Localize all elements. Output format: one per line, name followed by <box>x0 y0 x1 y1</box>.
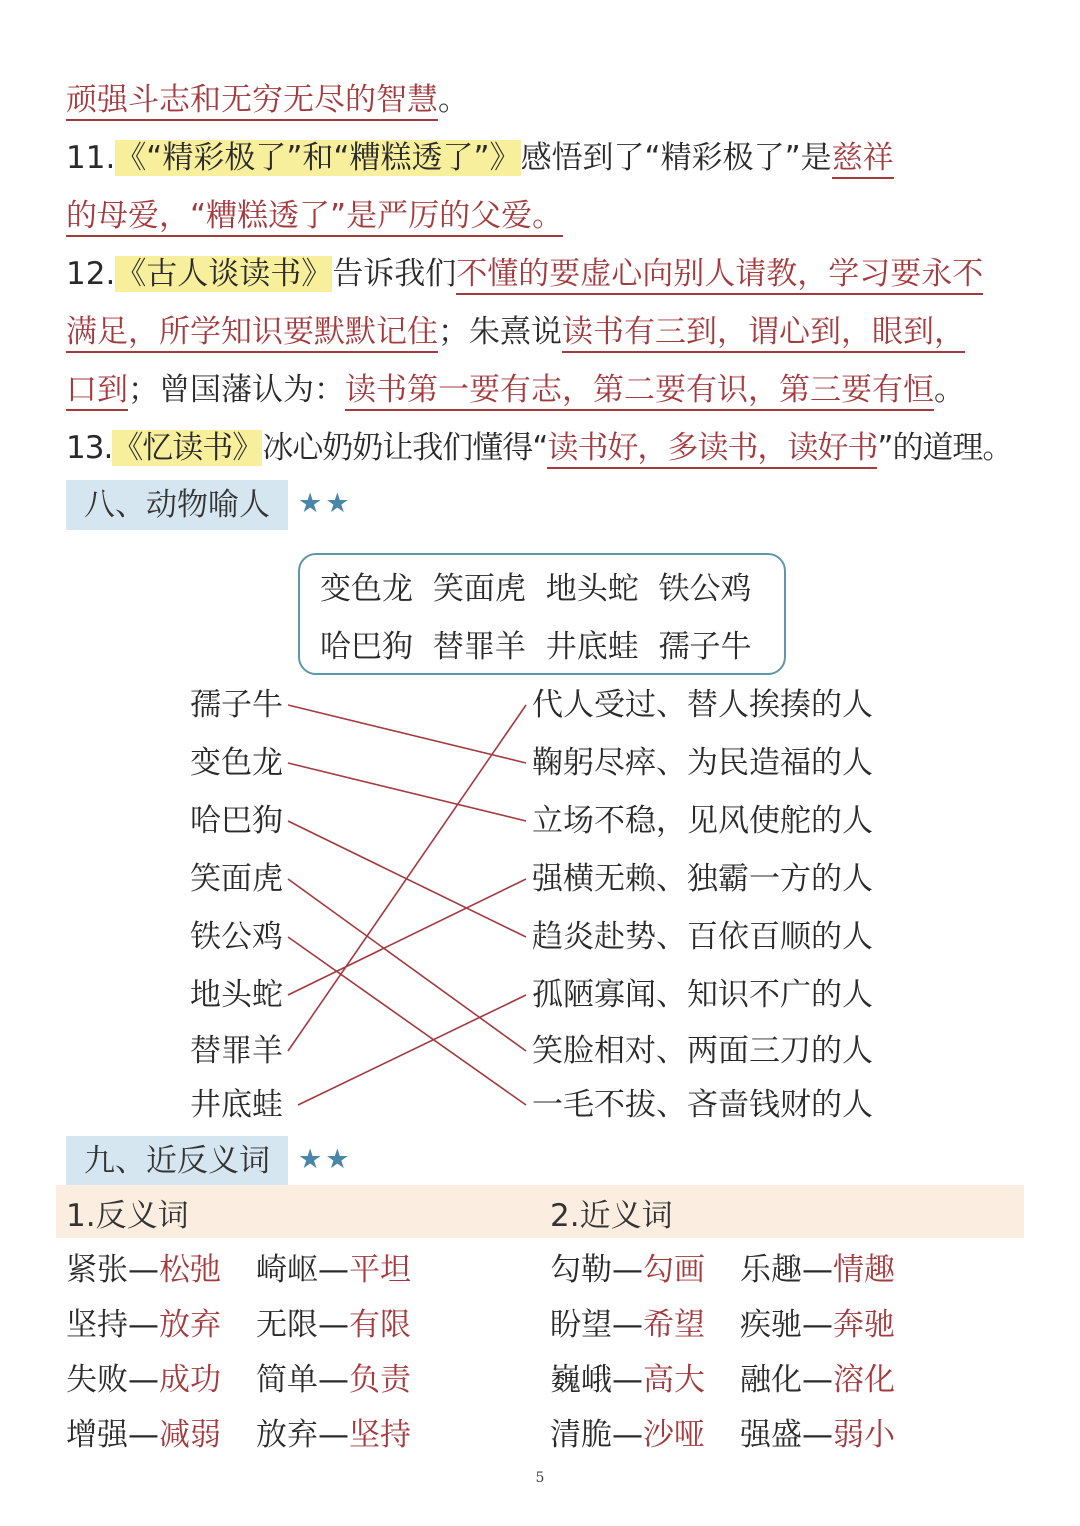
antonym-pair <box>66 1250 221 1290</box>
antonym-pair <box>256 1305 411 1345</box>
matching-link-line <box>298 995 526 1105</box>
punctuation: 。 <box>934 372 965 408</box>
page-number: 5 <box>535 1470 545 1486</box>
answer-text: 口到 <box>66 372 128 411</box>
matching-link-line <box>288 705 526 1051</box>
matching-link-line <box>288 705 526 763</box>
answer-text: 满足，所学知识要默默记住 <box>66 314 438 353</box>
matching-link-line <box>288 879 526 1051</box>
answer-word: 放弃 <box>159 1307 221 1343</box>
item-text: ；朱熹说 <box>438 314 562 350</box>
book-title: 《古人谈读书》 <box>115 256 333 292</box>
answer-word: 奔驰 <box>833 1307 895 1343</box>
word: 放弃— <box>256 1417 349 1453</box>
matching-right-item: 孤陋寡闻、知识不广的人 <box>532 977 873 1013</box>
item-number: 11. <box>66 140 116 176</box>
word-bank-row-1: 变色龙 笑面虎 地头蛇 铁公鸡 <box>320 571 752 607</box>
answer-word: 松弛 <box>159 1252 221 1288</box>
answer-word: 有限 <box>349 1307 411 1343</box>
word: 失败— <box>66 1362 159 1398</box>
word: 乐趣— <box>740 1252 833 1288</box>
answer-text: 读书好，多读书，读好书 <box>547 430 877 469</box>
matching-right-item: 鞠躬尽瘁、为民造福的人 <box>532 745 873 781</box>
answer-word: 坚持 <box>349 1417 411 1453</box>
synonym-pair <box>550 1360 705 1400</box>
synonym-pair <box>550 1250 705 1290</box>
synonym-pair <box>550 1305 705 1345</box>
word: 简单— <box>256 1362 349 1398</box>
word: 融化— <box>740 1362 833 1398</box>
item-number: 12. <box>66 256 116 292</box>
answer-text: 读书第一要有志，第二要有识，第三要有恒 <box>345 372 934 411</box>
punctuation: “ <box>532 430 548 466</box>
punctuation: ” <box>877 430 893 466</box>
antonym-pair <box>256 1415 411 1455</box>
antonym-pair <box>256 1250 411 1290</box>
item-text: 的道理。 <box>892 430 1013 466</box>
matching-left-item: 地头蛇 <box>190 977 283 1013</box>
word: 崎岖— <box>256 1252 349 1288</box>
word: 巍峨— <box>550 1362 643 1398</box>
answer-word: 情趣 <box>833 1252 895 1288</box>
answer-text: 的母爱，“糟糕透了”是严厉的父爱。 <box>66 198 563 237</box>
word: 坚持— <box>66 1307 159 1343</box>
matching-left-item: 替罪羊 <box>190 1033 283 1069</box>
subheader-band <box>56 1185 1024 1238</box>
matching-left-item: 哈巴狗 <box>190 803 283 839</box>
synonym-pair <box>740 1415 895 1455</box>
answer-word: 希望 <box>643 1307 705 1343</box>
matching-link-line <box>288 937 526 1105</box>
matching-left-item: 铁公鸡 <box>190 919 283 955</box>
book-title: 《“精彩极了”和“糟糕透了”》 <box>115 140 521 176</box>
word: 清脆— <box>550 1417 643 1453</box>
synonym-pair <box>740 1305 895 1345</box>
answer-word: 弱小 <box>833 1417 895 1453</box>
answer-word: 减弱 <box>159 1417 221 1453</box>
answer-text: 不懂的要虚心向别人请教，学习要永不 <box>456 256 983 295</box>
synonym-pair <box>550 1415 705 1455</box>
matching-right-item: 一毛不拔、吝啬钱财的人 <box>532 1087 873 1123</box>
matching-right-item: 趋炎赴势、百依百顺的人 <box>532 919 873 955</box>
matching-right-item: 强横无赖、独霸一方的人 <box>532 861 873 897</box>
answer-word: 成功 <box>159 1362 221 1398</box>
word: 盼望— <box>550 1307 643 1343</box>
antonym-pair <box>66 1415 221 1455</box>
antonym-pair <box>256 1360 411 1400</box>
punctuation: 。 <box>438 82 469 118</box>
item-number: 13. <box>66 430 113 466</box>
answer-word: 溶化 <box>833 1362 895 1398</box>
synonym-pair <box>740 1250 895 1290</box>
answer-text: 读书有三到，谓心到，眼到， <box>562 314 965 353</box>
item-text: 告诉我们 <box>332 256 457 292</box>
answer-word: 沙哑 <box>643 1417 705 1453</box>
section-header-animal-metaphors: 八、动物喻人 <box>66 480 288 530</box>
matching-left-item: 孺子牛 <box>190 687 283 723</box>
matching-left-item: 笑面虎 <box>190 861 283 897</box>
synonym-pair <box>740 1360 895 1400</box>
matching-link-line <box>288 879 526 995</box>
word: 勾勒— <box>550 1252 643 1288</box>
matching-right-item: 立场不稳，见风使舵的人 <box>532 803 873 839</box>
difficulty-stars: ★★ <box>298 488 353 519</box>
matching-link-line <box>288 763 526 821</box>
item-text: ；曾国藩认为： <box>128 372 345 408</box>
answer-word: 负责 <box>349 1362 411 1398</box>
difficulty-stars: ★★ <box>298 1144 353 1175</box>
matching-left-item: 井底蛙 <box>190 1087 283 1123</box>
section-header-synonyms-antonyms: 九、近反义词 <box>66 1136 288 1186</box>
matching-right-item: 代人受过、替人挨揍的人 <box>532 687 873 723</box>
item-text: 感悟到了“精彩极了”是 <box>520 140 832 176</box>
antonyms-label: 1.反义词 <box>66 1198 189 1234</box>
word: 疾驰— <box>740 1307 833 1343</box>
antonym-pair <box>66 1360 221 1400</box>
answer-text: 慈祥 <box>832 140 894 179</box>
answer-word: 勾画 <box>643 1252 705 1288</box>
matching-right-item: 笑脸相对、两面三刀的人 <box>532 1033 873 1069</box>
matching-left-item: 变色龙 <box>190 745 283 781</box>
word: 强盛— <box>740 1417 833 1453</box>
word: 紧张— <box>66 1252 159 1288</box>
item-text: 冰心奶奶让我们懂得 <box>262 430 533 466</box>
word-bank-row-2: 哈巴狗 替罪羊 井底蛙 孺子牛 <box>320 629 752 665</box>
word: 无限— <box>256 1307 349 1343</box>
synonyms-label: 2.近义词 <box>550 1198 673 1234</box>
antonym-pair <box>66 1305 221 1345</box>
book-title: 《忆读书》 <box>112 430 263 466</box>
word: 增强— <box>66 1417 159 1453</box>
answer-text: 顽强斗志和无穷无尽的智慧 <box>66 82 438 121</box>
answer-word: 高大 <box>643 1362 705 1398</box>
answer-word: 平坦 <box>349 1252 411 1288</box>
